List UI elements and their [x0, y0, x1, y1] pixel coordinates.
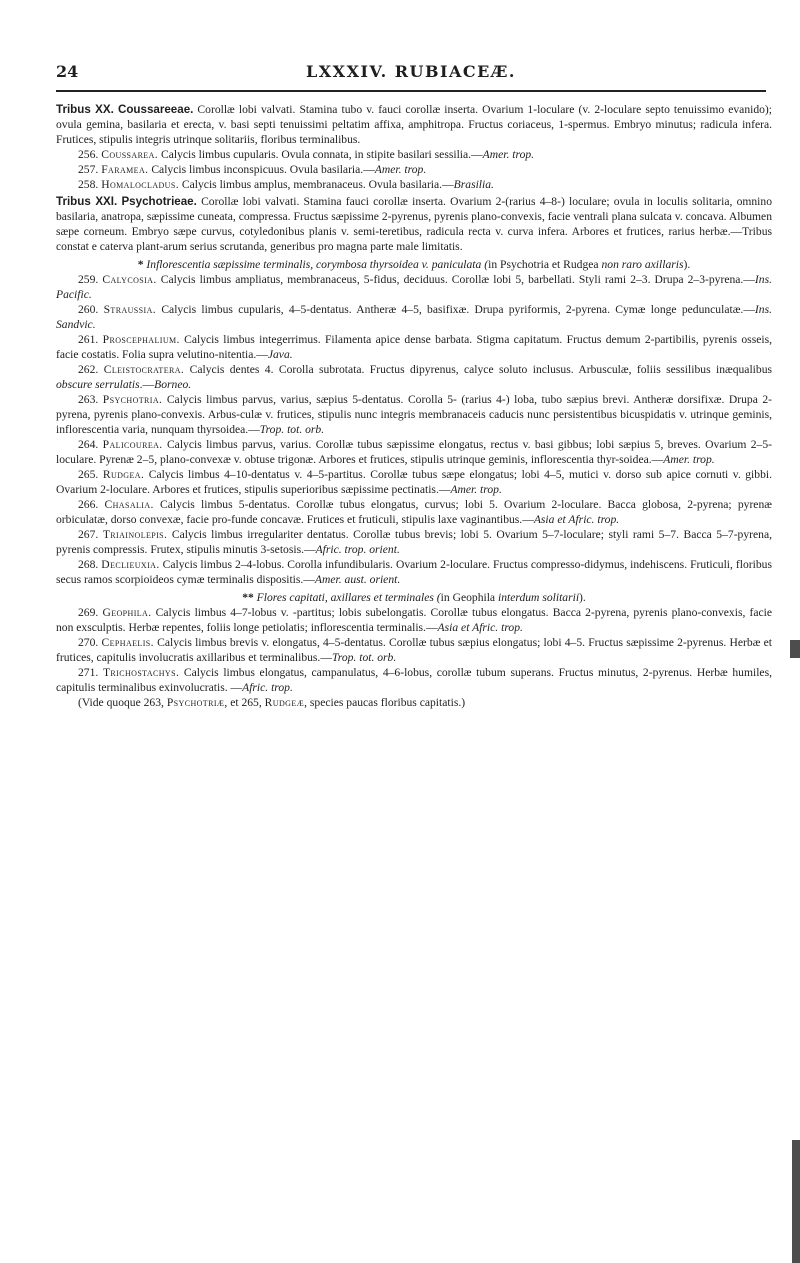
genus-entry: 263. Psychotria. Calycis limbus parvus, varius, sæpius 5-dentatus. Corolla 5- (rarius 4-) loba, tubo sæpius brevi. Antheræ dorsifixæ. Drupa 2-pyrena, pyrenis plano-convexis. Arbus-culæ v. frutices, stipulis nunc integris membranaceis caducis nunc persistentibus bicuspidatis v. utrinque geminis, inflorescentia varia, nunquam thyrsoidea.—Trop. tot. orb. [56, 393, 772, 436]
tribus-label: Tribus XXI. [56, 195, 118, 208]
tribus-name: Psychotrieae. [121, 195, 197, 208]
genus-entry: 264. Palicourea. Calycis limbus parvus, varius. Corollæ tubus sæpissime elongatus, rectus v. basi gibbus; lobi sæpius 5, breves. Ovarium 2–5-loculare. Pyrenæ 2–5, plano-convexæ v. obtuse trigonæ. Arbores et frutices, stipulis utrinque geminis, inflorescentia thyr-soidea.—Amer. trop. [56, 438, 772, 466]
main-text [56, 102, 772, 710]
entries-section-1 [56, 272, 772, 587]
genus-entry: 265. Rudgea. Calycis limbus 4–10-dentatus v. 4–5-partitus. Corollæ tubus sæpe elongatus; lobi 4–5, mutici v. dorso sub apice cornuti v. gibbi. Ovarium 2-loculare. Arbores et frutices, stipulis superioribus sæpissime pectinatis.—Amer. trop. [56, 468, 772, 496]
genus-entry: 259. Calycosia. Calycis limbus ampliatus, membranaceus, 5-fidus, deciduus. Corollæ lobi 5, barbellati. Styli rami 2–3. Drupa 2–3-pyrena.—Ins. Pacific. [56, 273, 772, 301]
entries-xx [56, 147, 772, 192]
genus-entry: 271. Trichostachys. Calycis limbus elongatus, campanulatus, 4–6-lobus, corollæ tubum superans. Fructus minutus, 2-pyrenus. Herbæ humiles, capitulis terminalibus exinvolucratis. —Afric. trop. [56, 666, 772, 694]
scan-edge-mark [790, 640, 800, 658]
running-header [56, 62, 766, 84]
tribus-xxi [56, 194, 772, 254]
tribus-label: Tribus XX. [56, 103, 114, 116]
scan-edge-mark [792, 1140, 800, 1263]
page-title: LXXXIV. RUBIACEÆ. [306, 62, 516, 81]
tribus-xx [56, 102, 772, 147]
genus-entry: 258. Homalocladus. Calycis limbus amplus, membranaceus. Ovula basilaria.—Brasilia. [78, 178, 494, 191]
subsection-note-1: * Inflorescentia sæpissime terminalis, corymbosa thyrsoidea v. paniculata (in Psychotria et Rudgea non raro axillaris). [137, 258, 691, 271]
genus-entry: 266. Chasalia. Calycis limbus 5-dentatus. Corollæ tubus elongatus, curvus; lobi 5. Ovarium 2-loculare. Bacca globosa, 2-pyrena; pyrenæ orbiculatæ, dorso convexæ, facie pro-funde concavæ. Frutices et fruticuli, stipulis laxe vaginantibus.—Asia et Afric. trop. [56, 498, 772, 526]
entries-section-2 [56, 605, 772, 695]
genus-entry: 260. Straussia. Calycis limbus cupularis, 4–5-dentatus. Antheræ 4–5, basifixæ. Drupa pyriformis, 2-pyrena. Cymæ longe pedunculatæ.—Ins. Sandvic. [56, 303, 772, 331]
genus-entry: 268. Declieuxia. Calycis limbus 2–4-lobus. Corolla infundibularis. Ovarium 2-loculare. Fructus compresso-didymus, indehiscens. Fruticuli, floribus secus ramos scorpioideos cymæ terminalis dispositis.—Amer. aust. orient. [56, 558, 772, 586]
closing-note: (Vide quoque 263, Psychotriæ, et 265, Rudgeæ, species paucas floribus capitatis.) [78, 696, 466, 709]
genus-entry: 262. Cleistocratera. Calycis dentes 4. Corolla subrotata. Fructus dipyrenus, calyce soluto inclusus. Arbusculæ, foliis sessilibus inæqualibus obscure serrulatis.—Borneo. [56, 363, 773, 391]
genus-entry: 257. Faramea. Calycis limbus inconspicuus. Ovula basilaria.—Amer. trop. [78, 163, 427, 176]
subsection-note-2: ** Flores capitati, axillares et terminales (in Geophila interdum solitarii). [242, 591, 586, 604]
genus-entry: 261. Proscephalium. Calycis limbus integerrimus. Filamenta apice dense barbata. Stigma capitatum. Fructus demum 2-partibilis, pyrenis osseis, facie costatis. Folia supra velutino-nitentia.—Java. [56, 333, 772, 361]
genus-entry: 270. Cephaelis. Calycis limbus brevis v. elongatus, 4–5-dentatus. Corollæ tubus sæpius elongatus; lobi 4–5. Fructus sæpissime 2-pyrenus. Herbæ et frutices, capitulis involucratis axillaribus et terminalibus.—Trop. tot. orb. [56, 636, 772, 664]
tribus-text: Corollæ lobi valvati. Stamina tubo v. fauci corollæ inserta. Ovarium 1-loculare (v. 2-loculare septo tenuissimo evanido); ovula gemina, basilaria et erecta, v. basi septi tenuissimi peltatim affixa, amphitropa. Fructus coriaceus, 1-spermus. Embryo minutus; radicula infera. Frutices, stipulis integris utrinque solitariis, floribus terminalibus. [56, 103, 773, 146]
tribus-name: Coussareeae. [117, 103, 194, 116]
tribus-text: Corollæ lobi valvati. Stamina fauci corollæ inserta. Ovarium 2-(rarius 4–8-) loculare; ovula in loculis solitaria, omnino basilaria, anatropa, sæpissime cuneata, compressa. Fructus sæpissime 2-pyrenus, pyrenis plano-convexis, facie ventrali plana sulcata v. concava. Albumen sæpe corneum. Embryo sæpe curvus, cotyledonibus planis v. semi-teretibus, radicula recta v. curva infera. Arbores et frutices, rarius herbæ.—Tribus constat e caterva plant-arum serius scrutanda, generibus pro magna parte male limitatis. [56, 195, 772, 253]
genus-entry: 256. Coussarea. Calycis limbus cupularis. Ovula connata, in stipite basilari sessilia.—Amer. trop. [78, 148, 535, 161]
page-number: 24 [56, 62, 79, 81]
genus-entry: 269. Geophila. Calycis limbus 4–7-lobus v. -partitus; lobis subelongatis. Corollæ tubus elongatus. Bacca 2-pyrena, pyrenis plano-convexis, facie non exsculptis. Herbæ repentes, foliis longe petiolatis; inflorescentia terminalis.—Asia et Afric. trop. [56, 606, 773, 634]
header-rule [56, 90, 766, 92]
genus-entry: 267. Triainolepis. Calycis limbus irregulariter dentatus. Corollæ tubus brevis; lobi 5. Ovarium 5–7-loculare; styli rami 5–7. Bacca 5–7-pyrena, pyrenis compressis. Frutex, stipulis minutis 3-setosis.—Afric. trop. orient. [56, 528, 772, 556]
